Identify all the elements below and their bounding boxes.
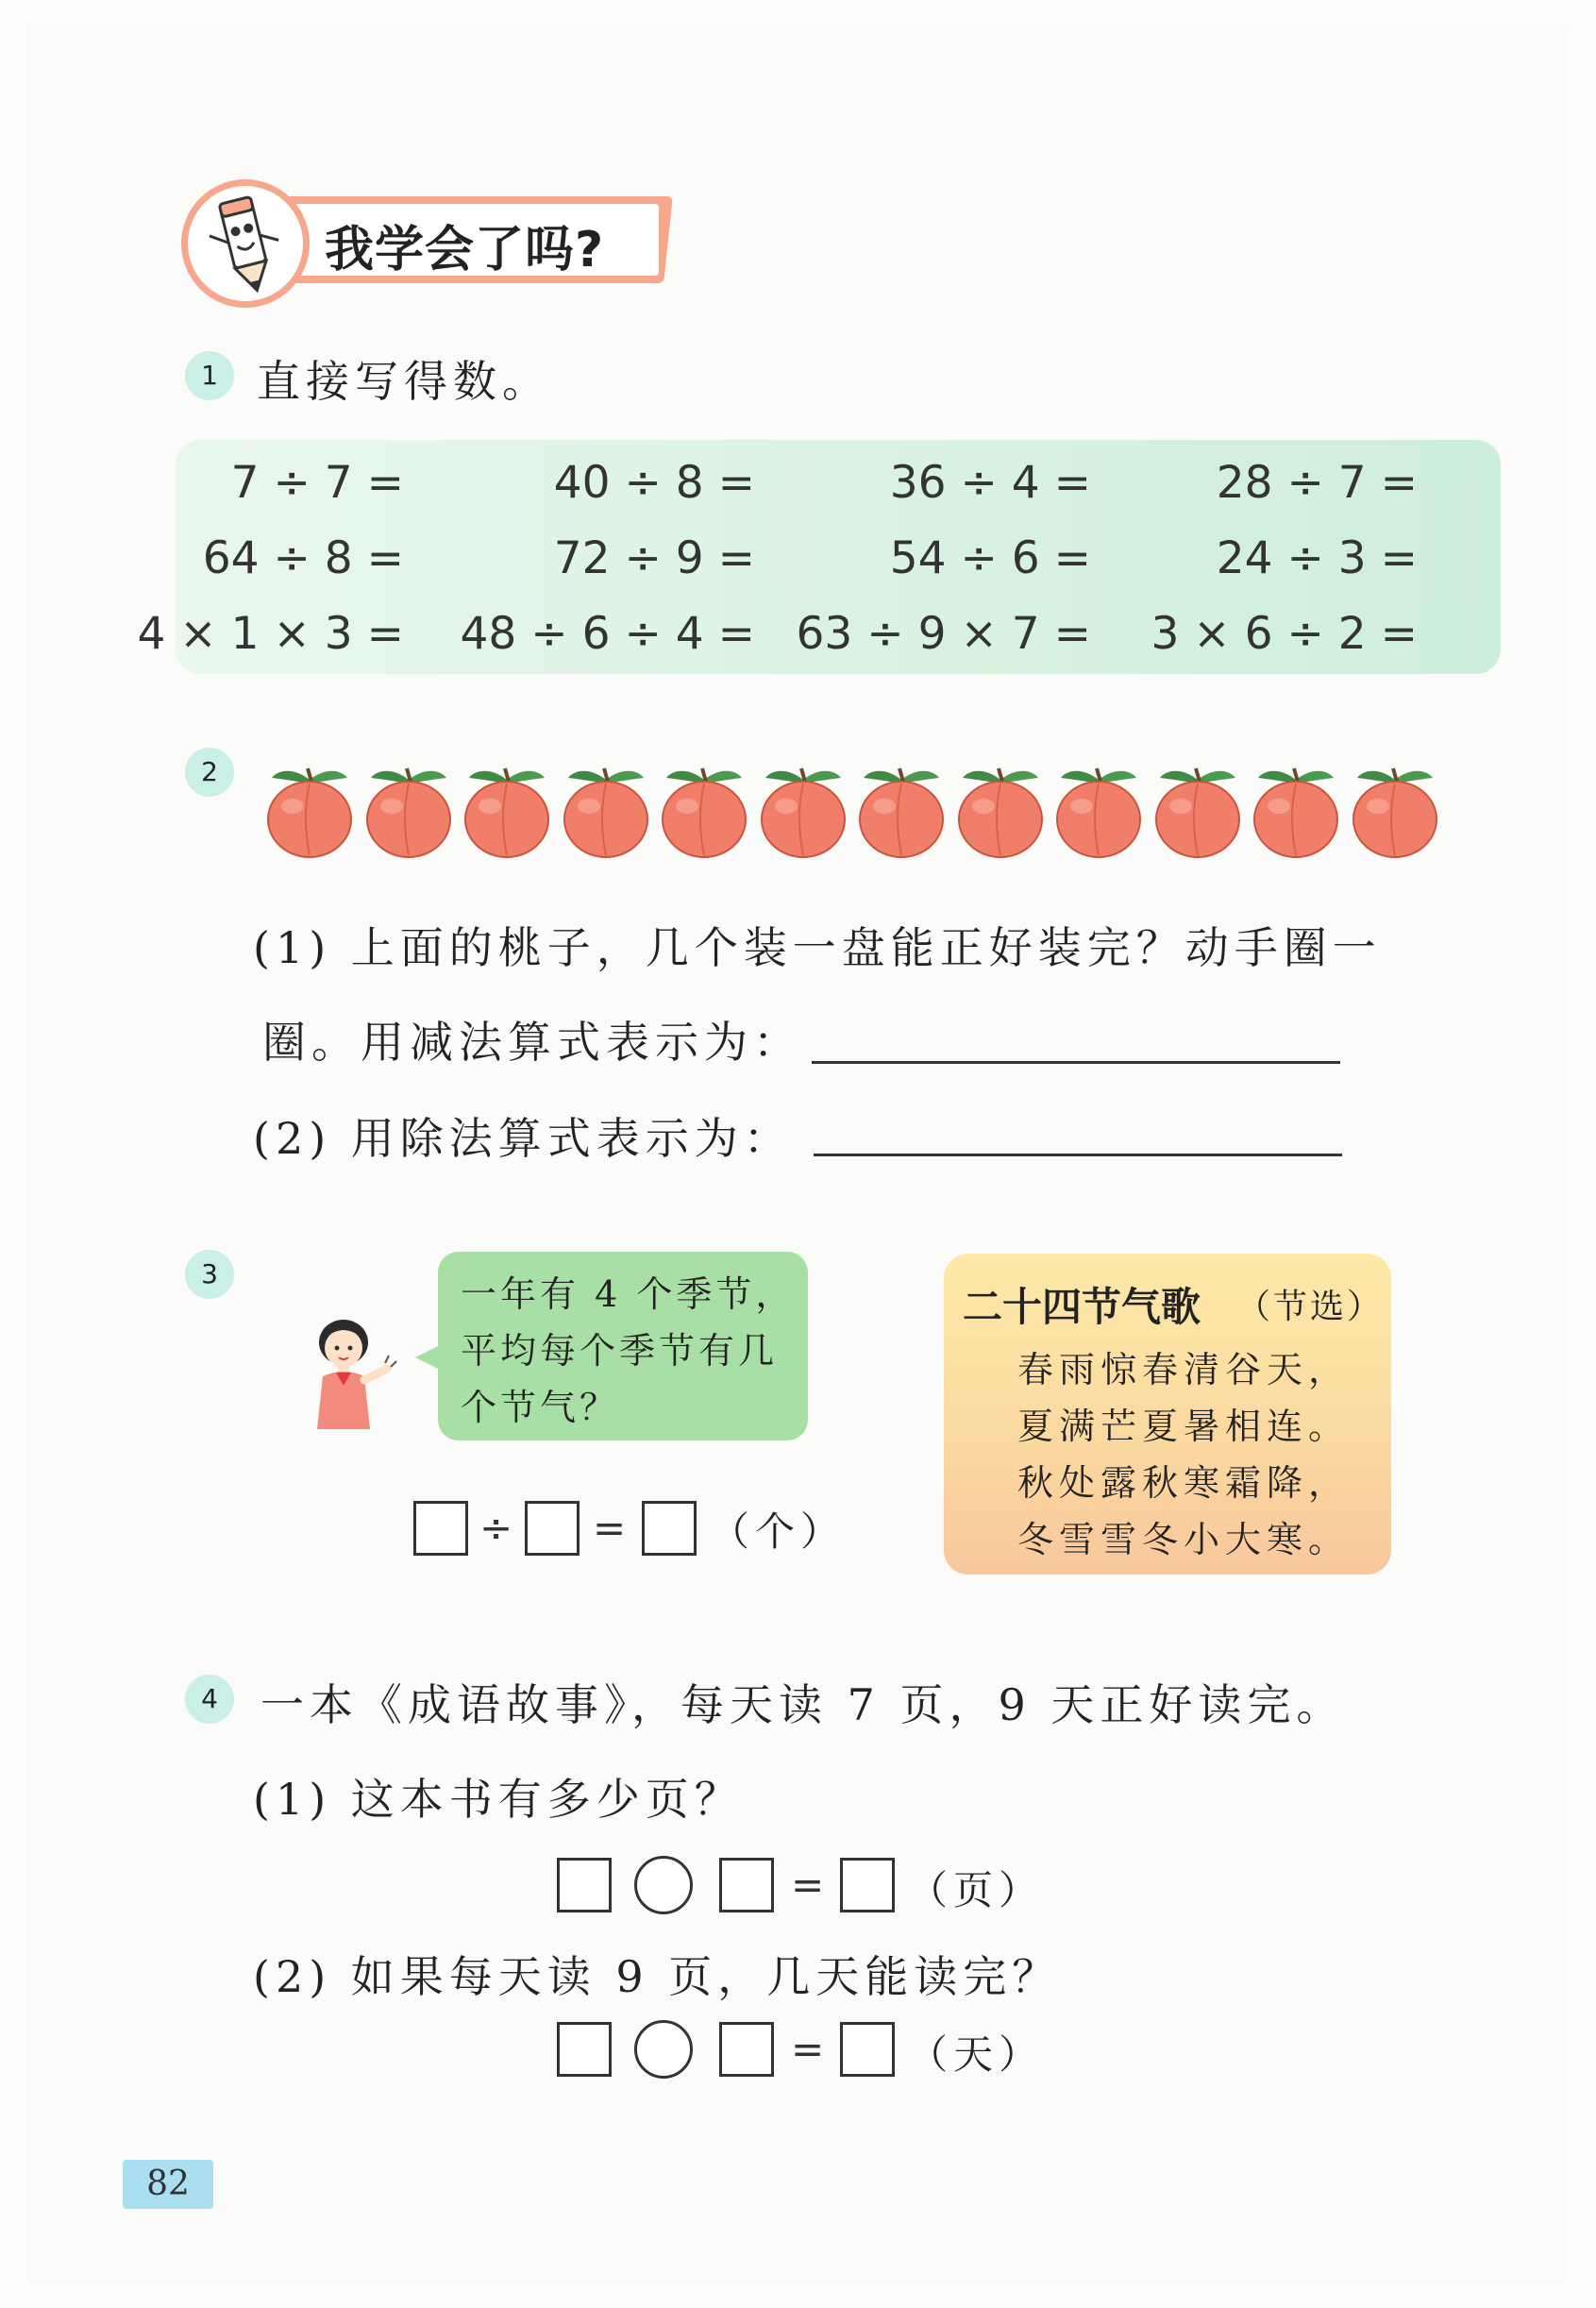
q2-part1-line1: (1) 上面的桃子，几个装一盘能正好装完？动手圈一 [253,922,1382,973]
q4-part2: (2) 如果每天读 9 页，几天能读完？ [253,1951,1062,2002]
calc-expression: 7 ÷ 7 = [230,457,404,509]
q4-2-box-a[interactable] [557,2022,612,2077]
calc-expression: 3 × 6 ÷ 2 = [1151,608,1418,660]
division-sign: ÷ [479,1505,513,1551]
peach-icon [561,761,651,859]
q4-2-box-result[interactable] [840,2022,895,2077]
calc-expression: 36 ÷ 4 = [889,457,1091,509]
q4-1-equals-sign: = [791,1862,825,1908]
girl-illustration [304,1314,408,1431]
q4-2-equals-sign: = [791,2026,825,2072]
answer-line-subtraction[interactable] [812,1061,1340,1064]
unit-ge: （个） [710,1508,847,1555]
peach-icon [264,761,355,859]
poem-title: 二十四节气歌 [963,1284,1201,1330]
calc-expression: 64 ÷ 8 = [202,532,404,584]
bubble-line-3: 个节气？ [461,1387,620,1428]
q2-part2: (2) 用除法算式表示为： [253,1113,793,1164]
q4-1-box-result[interactable] [840,1858,895,1912]
calc-expression: 48 ÷ 6 ÷ 4 = [460,608,755,660]
calc-expression: 28 ÷ 7 = [1216,457,1418,509]
section-title: 我学会了吗? [325,222,605,278]
q4-1-box-b[interactable] [719,1858,774,1912]
question-number-2: 2 [185,748,234,797]
q2-part1-line2: 圈。用减法算式表示为： [262,1017,802,1068]
answer-box-quotient[interactable] [642,1501,697,1556]
poem-line-2: 夏满芒夏暑相连。 [1017,1406,1351,1447]
peach-icon [462,761,552,859]
unit-ye: （页） [908,1867,1045,1913]
q4-part1: (1) 这本书有多少页？ [253,1774,744,1825]
question-number-3: 3 [185,1250,234,1299]
pencil-mascot-icon [181,179,310,308]
peach-icon [955,761,1046,859]
calc-expression: 54 ÷ 6 = [889,532,1091,584]
q4-2-box-b[interactable] [719,2022,774,2077]
q1-prompt: 直接写得数。 [257,356,551,407]
peach-icon [1350,761,1440,859]
q4-1-box-a[interactable] [557,1858,612,1912]
q4-2-operator-circle[interactable] [634,2020,693,2079]
q4-prompt: 一本《成语故事》，每天读 7 页，9 天正好读完。 [260,1679,1346,1730]
answer-line-division[interactable] [814,1154,1342,1156]
answer-box-dividend[interactable] [413,1501,468,1556]
question-number-4: 4 [185,1675,234,1724]
q4-1-operator-circle[interactable] [634,1856,693,1914]
bubble-line-1: 一年有 4 个季节， [461,1273,796,1315]
calc-expression: 40 ÷ 8 = [553,457,755,509]
poem-line-3: 秋处露秋寒霜降， [1017,1462,1351,1504]
poem-subtitle: （节选） [1236,1288,1385,1326]
calc-expression: 4 × 1 × 3 = [137,608,404,660]
question-number-1: 1 [185,351,234,400]
peach-icon [856,761,947,859]
peach-icon [363,761,454,859]
calc-expression: 63 ÷ 9 × 7 = [796,608,1091,660]
answer-box-divisor[interactable] [525,1501,580,1556]
unit-tian: （天） [908,2031,1045,2078]
peach-icon [758,761,848,859]
equals-sign: = [593,1505,627,1551]
peach-icon [1152,761,1243,859]
calc-expression: 24 ÷ 3 = [1216,532,1418,584]
bubble-line-2: 平均每个季节有几 [461,1330,779,1372]
poem-line-1: 春雨惊春清谷天， [1017,1349,1351,1390]
page-number: 82 [123,2160,213,2209]
poem-line-4: 冬雪雪冬小大寒。 [1017,1519,1351,1560]
peach-icon [1251,761,1341,859]
peach-icon [1053,761,1144,859]
calc-expression: 72 ÷ 9 = [553,532,755,584]
peach-icon [659,761,749,859]
